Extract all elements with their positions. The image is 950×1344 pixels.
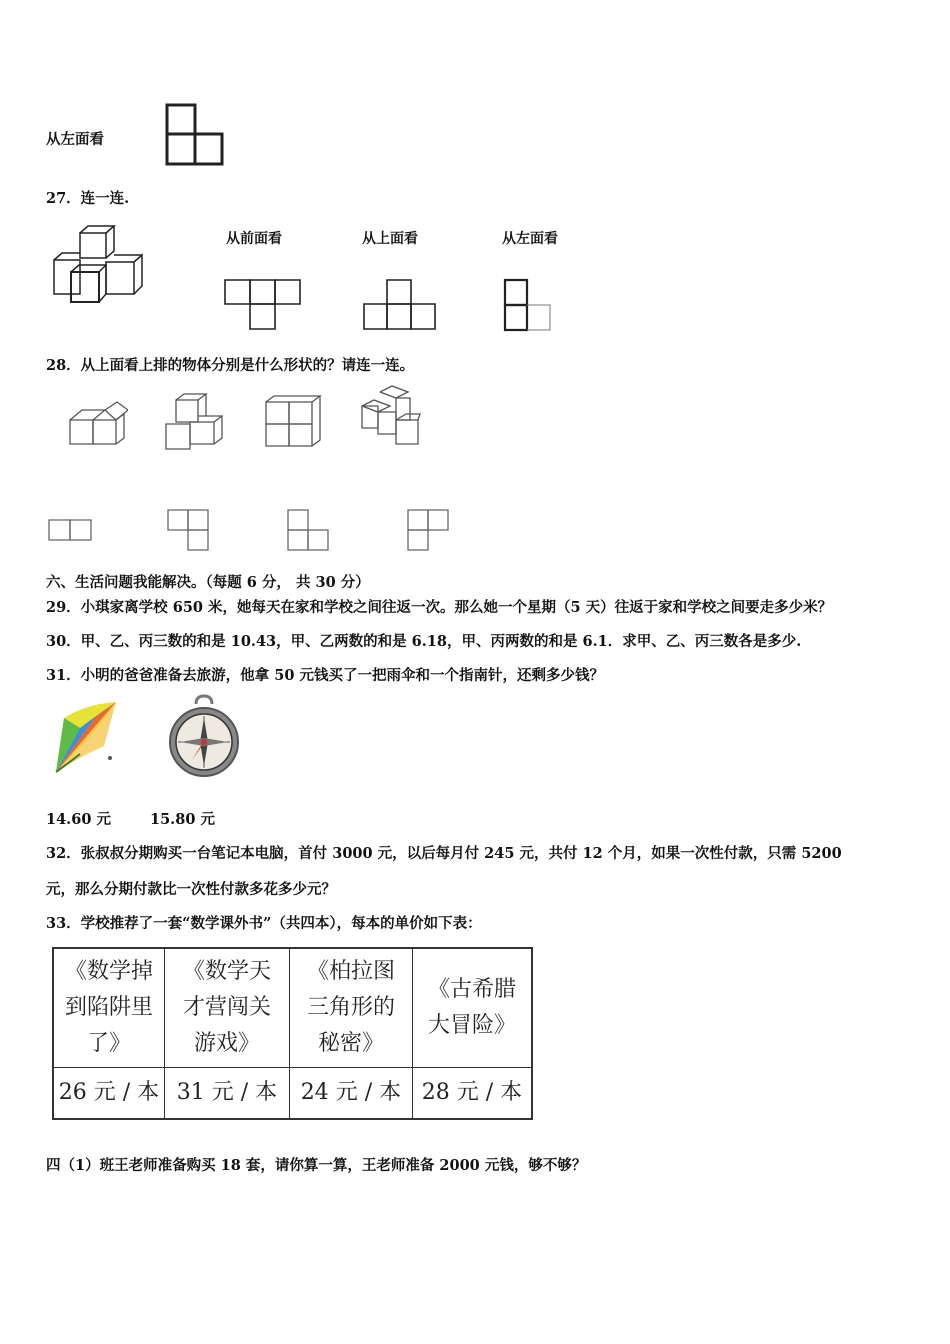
q28-object-2 (158, 392, 230, 456)
book-2-title-line-3: 游戏》 (193, 1031, 260, 1056)
book-1-title-line-3: 了》 (86, 1031, 131, 1056)
book-price-table (52, 947, 533, 1120)
q27-title: 27．连一连. (46, 190, 130, 207)
q28-shape-b (164, 506, 214, 556)
q32-line1: 32．张叔叔分期购买一台笔记本电脑，首付 3000 元，以后每月付 245 元，共付 12 个月，如果一次性付款，只需 5200 (46, 845, 842, 862)
q32-line2: 元，那么分期付款比一次性付款多花多少元？ (46, 881, 336, 898)
q27-front-view-shape (220, 276, 306, 334)
q28-shape-a (44, 514, 96, 546)
book-title-row (53, 948, 532, 1068)
left-view-label: 从左面看 (46, 131, 104, 148)
book-title-cell (413, 948, 533, 1068)
book-2-title-line-2: 才营闯关 (182, 995, 271, 1020)
left-view-figure (160, 100, 230, 170)
book-4-price: 28 元 / 本 (413, 1068, 533, 1120)
q28-object-1 (62, 398, 128, 452)
q27-top-view-label: 从上面看 (362, 231, 418, 247)
q28-title: 28．从上面看上排的物体分别是什么形状的？请连一连。 (46, 357, 415, 374)
q28-object-4 (356, 384, 426, 454)
q28-object-3 (262, 392, 324, 452)
book-1-price: 26 元 / 本 (53, 1068, 165, 1120)
q31-text: 31．小明的爸爸准备去旅游，他拿 50 元钱买了一把雨伞和一个指南针，还剩多少钱？ (46, 667, 604, 684)
book-title-cell (53, 948, 165, 1068)
book-3-title-line-2: 三角形的 (306, 995, 395, 1020)
q30-text: 30．甲、乙、丙三数的和是 10.43，甲、乙两数的和是 6.18，甲、丙两数的和是 6.1．求甲、乙、丙三数各是多少. (46, 633, 802, 650)
q27-front-view-label: 从前面看 (226, 231, 282, 247)
book-4-title-line-2: 大冒险》 (427, 1013, 516, 1038)
q29-text: 29．小琪家离学校 650 米，她每天在家和学校之间往返一次。那么她一个星期（5 天）往返于家和学校之间要走多少米？ (46, 599, 833, 616)
book-price-row (53, 1068, 532, 1120)
book-4-title-line-1: 《古希腊 (427, 977, 516, 1002)
book-1-title-line-2: 到陷阱里 (64, 995, 153, 1020)
q28-shape-d (404, 506, 454, 556)
q28-shape-c (284, 506, 334, 556)
book-3-title-line-3: 秘密》 (317, 1031, 384, 1056)
q27-cube-stack (48, 222, 158, 310)
book-1-title-line-1: 《数学掉 (64, 959, 153, 984)
umbrella-price: 14.60 元 (46, 811, 111, 828)
q33-text: 33．学校推荐了一套“数学课外书”（共四本），每本的单价如下表： (46, 915, 482, 932)
book-3-title-line-1: 《柏拉图 (306, 959, 395, 984)
q27-top-view-shape (360, 276, 440, 334)
q33-sub1: 四（1）班王老师准备购买 18 套，请你算一算，王老师准备 2000 元钱，够不够？ (46, 1157, 587, 1174)
book-2-title-line-1: 《数学天 (182, 959, 271, 984)
book-title-cell (290, 948, 413, 1068)
book-2-price: 31 元 / 本 (165, 1068, 290, 1120)
umbrella-image (50, 698, 122, 778)
book-3-price: 24 元 / 本 (290, 1068, 413, 1120)
q27-left-view-label: 从左面看 (502, 231, 558, 247)
compass-price: 15.80 元 (150, 811, 215, 828)
compass-image (164, 694, 248, 782)
q27-left-view-shape (500, 276, 556, 334)
section6-title: 六、生活问题我能解决。（每题 6 分， 共 30 分） (46, 574, 370, 591)
book-title-cell (165, 948, 290, 1068)
